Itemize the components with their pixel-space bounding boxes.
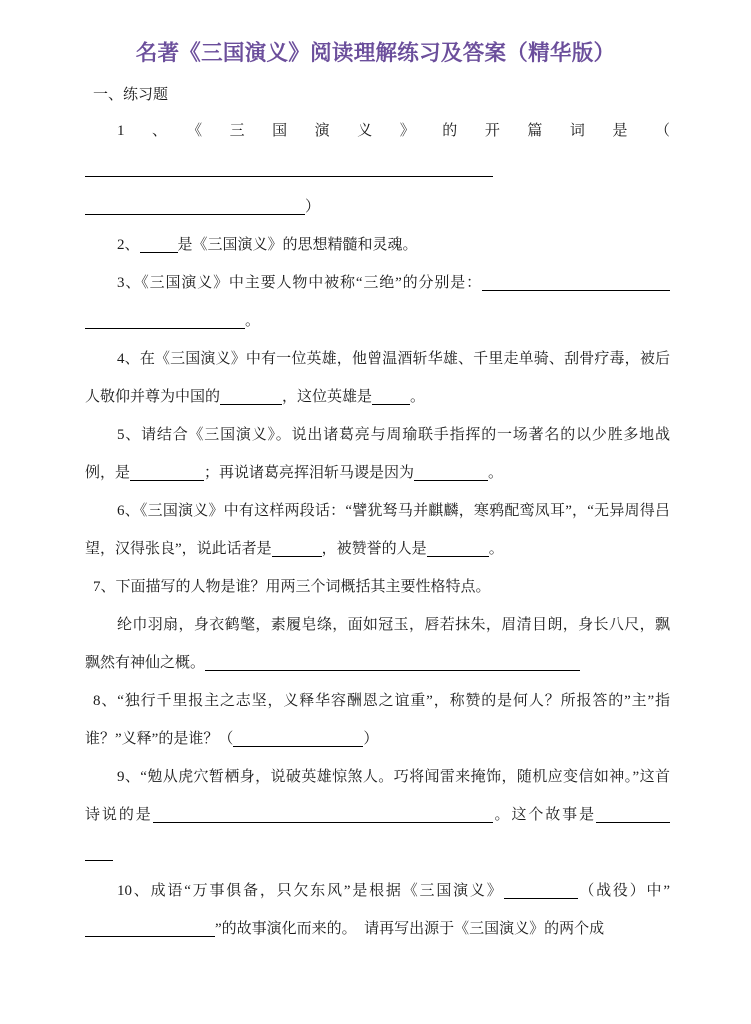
question-6-blank-a[interactable]	[272, 540, 322, 557]
question-5-mid: ；再说诸葛亮挥泪斩马谡是因为	[204, 465, 415, 481]
question-5-blank-b[interactable]	[414, 464, 488, 481]
question-8-number: 8、	[93, 693, 118, 709]
question-3-number: 3、	[117, 275, 142, 291]
question-6-number: 6、	[117, 503, 140, 519]
question-4-lead: 在《三国演义》中有一位英雄，他曾温酒斩华雄、千里走单骑、刮骨疗毒，被后人敬仰并尊为中国的	[85, 351, 670, 405]
question-5-lead: 请结合《三国演义》。说出诸葛亮与周瑜联手指挥的一场著名的以少胜多地战例，是	[85, 427, 670, 481]
question-5-number: 5、	[117, 427, 142, 443]
question-9-blank-a[interactable]	[153, 806, 493, 823]
question-7-number: 7、	[93, 579, 116, 595]
question-4-blank-b[interactable]	[372, 388, 410, 405]
question-1-number: 1、	[117, 123, 195, 139]
question-7-passage-text: 纶巾羽扇，身衣鹤氅，素履皂绦，面如冠玉，唇若抹朱，眉清目朗，身长八尺，飘飘然有神仙之概。	[85, 617, 670, 671]
question-9	[85, 758, 670, 872]
question-4-blank-a[interactable]	[220, 388, 282, 405]
question-3-text: 《三国演义》中主要人物中被称“三绝”的分别是：	[141, 275, 482, 291]
question-6-period: 。	[488, 541, 504, 557]
question-9-blank-b[interactable]	[596, 806, 670, 823]
question-1-text: 《三国演义》的开篇词是（	[194, 123, 670, 139]
question-4	[85, 340, 670, 416]
question-7-passage	[85, 606, 670, 682]
question-3-period: 。	[245, 313, 261, 329]
question-2-number: 2、	[117, 237, 140, 253]
question-10-blank-a[interactable]	[504, 882, 578, 899]
question-10-mid: （战役）中”	[577, 883, 670, 899]
question-4-number: 4、	[117, 351, 140, 367]
question-9-blank-c[interactable]	[85, 844, 113, 861]
question-10-lead: 成语“万事俱备，只欠东风”是根据《三国演义》	[150, 883, 504, 899]
question-7-lead: 下面描写的人物是谁？用两三个词概括其主要性格特点。	[115, 579, 491, 595]
question-8-lead: “独行千里报主之志坚，义释华容酬恩之谊重”，称赞的是何人？所报答的”主”指谁？”义释”的是谁？（	[85, 693, 670, 747]
question-6	[85, 492, 670, 568]
question-9-mid: 。这个故事是	[492, 807, 596, 823]
question-7-answer-blank[interactable]	[205, 654, 580, 671]
question-1-blank-b[interactable]	[85, 198, 305, 215]
section-heading: 一、练习题	[93, 87, 169, 103]
question-10-number: 10、	[117, 883, 151, 899]
page-title: 名著《三国演义》阅读理解练习及答案（精华版）	[135, 41, 616, 65]
question-6-blank-b[interactable]	[427, 540, 489, 557]
question-1	[85, 112, 670, 226]
document-body	[85, 84, 670, 948]
question-6-lead: 《三国演义》中有这样两段话：“譬犹驽马并麒麟，寒鸦配鸾凤耳”，“无异周得吕望，汉得张良”，说此话者是	[85, 503, 670, 557]
question-8-blank-a[interactable]	[233, 730, 363, 747]
question-1-blank-a[interactable]	[85, 160, 493, 177]
question-1-close-paren: ）	[305, 199, 321, 215]
question-8-close-paren: ）	[363, 731, 379, 747]
question-3-blank-b[interactable]	[85, 312, 245, 329]
question-2-text: 是《三国演义》的思想精髓和灵魂。	[177, 237, 418, 253]
question-4-period: 。	[410, 389, 426, 405]
question-6-mid: ，被赞誉的人是	[321, 541, 427, 557]
question-9-lead: “勉从虎穴暂栖身，说破英雄惊煞人。巧将闻雷来掩饰，随机应变信如神。”这首诗说的是	[85, 769, 670, 823]
question-4-mid: ，这位英雄是	[282, 389, 373, 405]
question-5-period: 。	[488, 465, 504, 481]
question-10-tail: ”的故事演化而来的。 请再写出源于《三国演义》的两个成	[215, 921, 605, 937]
question-2	[85, 226, 670, 264]
question-5-blank-a[interactable]	[130, 464, 204, 481]
question-3-blank-a[interactable]	[482, 274, 670, 291]
question-5	[85, 416, 670, 492]
question-10-blank-b[interactable]	[85, 920, 215, 937]
question-3	[85, 264, 670, 340]
question-8	[85, 682, 670, 758]
question-9-number: 9、	[117, 769, 141, 785]
question-7	[85, 568, 670, 606]
question-10	[85, 872, 670, 948]
question-2-blank-a[interactable]	[140, 236, 178, 253]
